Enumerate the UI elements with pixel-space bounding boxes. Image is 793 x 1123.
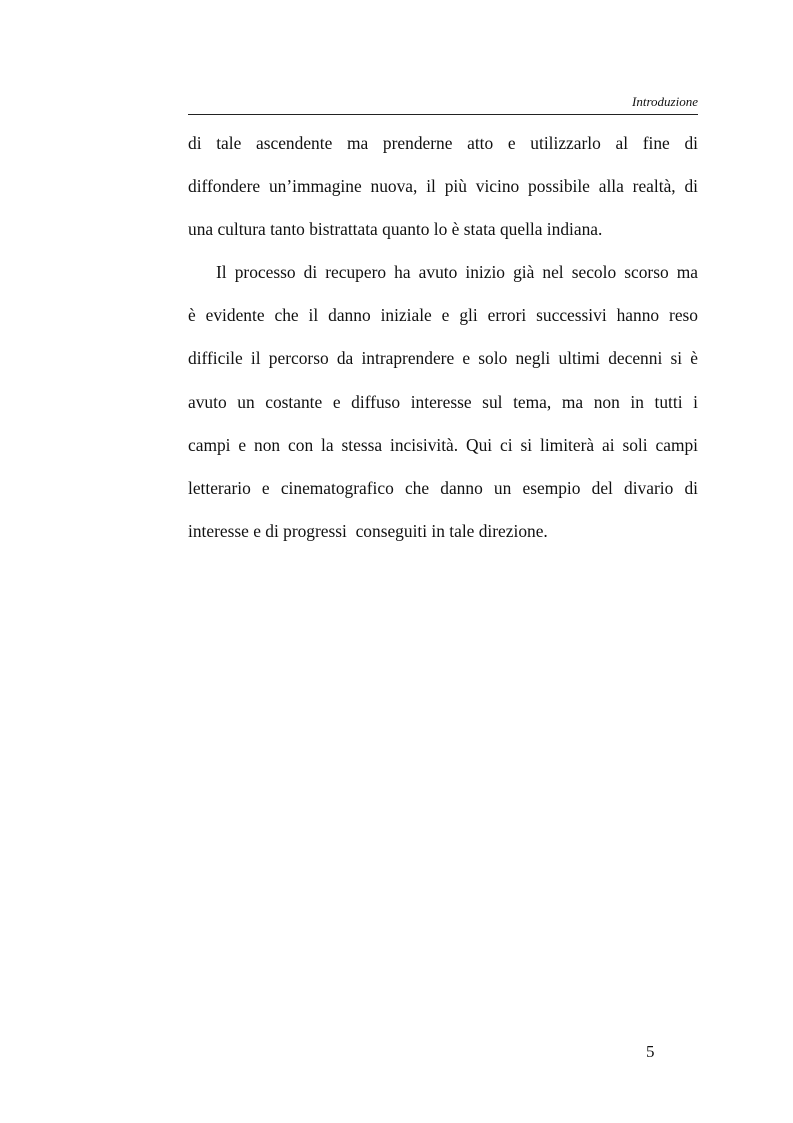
text-line: campi e non con la stessa incisività. Qui ci si limiterà ai soli campi xyxy=(188,434,698,455)
paragraph-first-line: Il processo di recupero ha avuto inizio già nel secolo scorso ma xyxy=(216,262,698,283)
text-line: una cultura tanto bistrattata quanto lo è stata quella indiana. xyxy=(188,219,603,240)
page-number: 5 xyxy=(646,1042,655,1061)
text-line: è evidente che il danno iniziale e gli errori successivi hanno reso xyxy=(188,305,698,326)
body-text xyxy=(188,128,698,559)
text-line: di tale ascendente ma prenderne atto e utilizzarlo al fine di xyxy=(188,133,698,153)
text-line: diffondere un’immagine nuova, il più vicino possibile alla realtà, di xyxy=(188,176,698,197)
running-header-title: Introduzione xyxy=(632,94,698,109)
running-header xyxy=(188,94,698,115)
text-line: letterario e cinematografico che danno un esempio del divario di xyxy=(188,477,698,498)
text-line: avuto un costante e diffuso interesse sul tema, ma non in tutti i xyxy=(188,391,698,412)
text-line: difficile il percorso da intraprendere e solo negli ultimi decenni si è xyxy=(188,348,698,369)
text-line: interesse e di progressi conseguiti in tale direzione. xyxy=(188,520,548,541)
